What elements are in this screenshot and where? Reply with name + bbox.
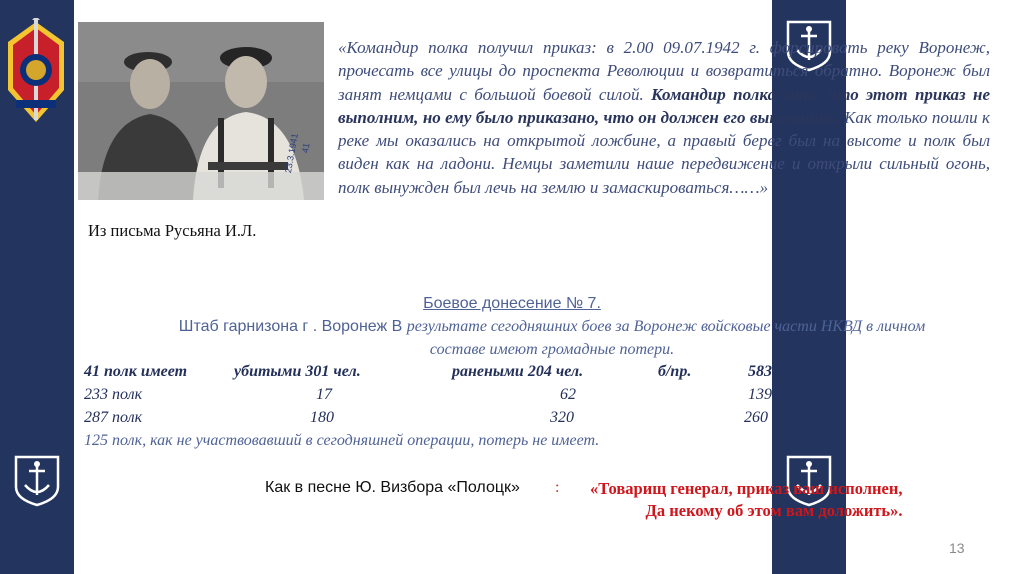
row-unit: 287 полк — [84, 409, 143, 426]
row-wounded: 62 — [560, 386, 576, 403]
report-line-1-italic: результате сегодняшних боев за Воронеж войсковые части НКВД в личном — [406, 318, 926, 335]
row-unit: 233 полк — [84, 386, 143, 403]
row-killed: 17 — [316, 386, 332, 403]
report-title: Боевое донесение № 7. — [423, 295, 601, 312]
row-total: 583 — [748, 363, 772, 380]
fsb-emblem-icon — [2, 18, 70, 128]
quote-part-2: Как только пошли к реке мы оказались на открытой ложбине, а правый берег был на высоте и полк был виден как на ладони. Немцы заметили наше передвижение и открыли сильный огонь, полк вынужден был лечь на землю и замаскироваться……» — [338, 107, 990, 197]
row-total: 139 — [748, 386, 772, 403]
page-number: 13 — [949, 540, 965, 556]
row-killed: 180 — [310, 409, 334, 426]
quote-bold: Командир полка знал, что этот приказ не выполним, но ему было приказано, что он должен его выполнить. — [338, 84, 990, 127]
letter-quote — [338, 36, 990, 199]
song-colon: : — [555, 479, 560, 496]
row-missing: б/пр. — [658, 363, 692, 380]
song-line-1: «Товарищ генерал, приказ ваш исполнен, — [590, 479, 903, 498]
report-line-1-plain: Штаб гарнизона г . Воронеж В — [178, 318, 407, 335]
photo-annotation-2: 41 — [300, 142, 312, 154]
report-line-1 — [84, 318, 1020, 336]
quote-part-1: «Командир полка получил приказ: в 2.00 09.07.1942 г. форсировать реку Воронеж, прочесать все улицы до проспекта Революции и возвратиться обратно. Воронеж был занят немцами с большой боевой силой. — [338, 38, 990, 104]
row-unit: 41 полк имеет — [84, 363, 188, 380]
soldiers-photo — [78, 22, 324, 200]
photo-caption: Из письма Русьяна И.Л. — [88, 221, 257, 240]
song-quote — [590, 478, 903, 522]
row-wounded: ранеными 204 чел. — [452, 363, 584, 380]
anchor-emblem-left-icon — [12, 453, 62, 507]
song-line-2: Да некому об этом вам доложить». — [645, 501, 903, 520]
row-total: 260 — [744, 409, 768, 426]
row-killed: убитыми 301 чел. — [234, 363, 361, 380]
song-label: Как в песне Ю. Визбора «Полоцк» — [265, 479, 520, 496]
report-line-2: составе имеют громадные потери. — [429, 341, 675, 358]
row-wounded: 320 — [550, 409, 574, 426]
photo-annotation-1: 23.3.1941 — [283, 132, 300, 174]
report-footer: 125 полк, как не участвовавший в сегодняшней операции, потерь не имеет. — [84, 432, 600, 449]
